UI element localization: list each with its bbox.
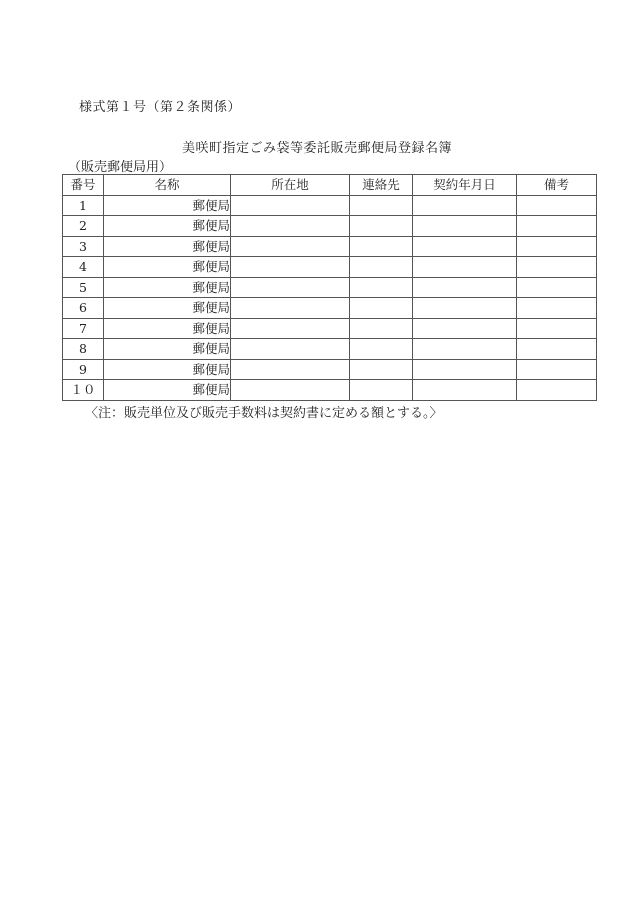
form-number: 様式第１号（第２条関係）: [79, 100, 242, 115]
cell-contract-date: [413, 298, 517, 319]
cell-remarks: [517, 380, 597, 401]
cell-number: 9: [63, 359, 104, 380]
cell-number: 8: [63, 339, 104, 360]
footnote: 〈注：販売単位及び販売手数料は契約書に定める額とする。〉: [85, 406, 443, 421]
cell-remarks: [517, 257, 597, 278]
cell-remarks: [517, 359, 597, 380]
header-remarks: 備考: [517, 175, 597, 196]
cell-remarks: [517, 298, 597, 319]
cell-address: [231, 318, 350, 339]
cell-name: 郵便局: [104, 318, 231, 339]
cell-name: 郵便局: [104, 359, 231, 380]
cell-remarks: [517, 216, 597, 237]
cell-number: 4: [63, 257, 104, 278]
header-name: 名称: [104, 175, 231, 196]
cell-address: [231, 339, 350, 360]
table-header-row: [63, 175, 597, 196]
cell-contact: [350, 236, 413, 257]
table-row: [63, 359, 597, 380]
header-number: 番号: [63, 175, 104, 196]
cell-name: 郵便局: [104, 339, 231, 360]
cell-contact: [350, 359, 413, 380]
cell-number: 5: [63, 277, 104, 298]
table-row: [63, 195, 597, 216]
cell-name: 郵便局: [104, 216, 231, 237]
registry-table: [62, 174, 597, 401]
cell-address: [231, 216, 350, 237]
cell-address: [231, 257, 350, 278]
cell-contact: [350, 195, 413, 216]
cell-name: 郵便局: [104, 277, 231, 298]
cell-remarks: [517, 277, 597, 298]
cell-contract-date: [413, 257, 517, 278]
cell-number: 3: [63, 236, 104, 257]
cell-address: [231, 359, 350, 380]
table-row: [63, 339, 597, 360]
cell-name: 郵便局: [104, 236, 231, 257]
cell-contract-date: [413, 380, 517, 401]
cell-address: [231, 195, 350, 216]
cell-name: 郵便局: [104, 195, 231, 216]
cell-remarks: [517, 318, 597, 339]
document-title: 美咲町指定ごみ袋等委託販売郵便局登録名簿: [182, 141, 453, 156]
cell-number: 7: [63, 318, 104, 339]
cell-contract-date: [413, 216, 517, 237]
cell-remarks: [517, 236, 597, 257]
cell-contract-date: [413, 318, 517, 339]
cell-contact: [350, 216, 413, 237]
table-row: [63, 236, 597, 257]
cell-number: 6: [63, 298, 104, 319]
cell-address: [231, 236, 350, 257]
cell-name: 郵便局: [104, 298, 231, 319]
cell-contract-date: [413, 195, 517, 216]
cell-name: 郵便局: [104, 380, 231, 401]
cell-number: 1: [63, 195, 104, 216]
cell-contract-date: [413, 277, 517, 298]
cell-number: １０: [63, 380, 104, 401]
table-row: [63, 216, 597, 237]
cell-remarks: [517, 339, 597, 360]
cell-remarks: [517, 195, 597, 216]
cell-contact: [350, 277, 413, 298]
cell-address: [231, 298, 350, 319]
cell-name: 郵便局: [104, 257, 231, 278]
cell-contact: [350, 257, 413, 278]
cell-contract-date: [413, 236, 517, 257]
document-subtitle: （販売郵便局用）: [68, 160, 173, 175]
table-row: [63, 277, 597, 298]
cell-contract-date: [413, 359, 517, 380]
cell-contact: [350, 318, 413, 339]
cell-number: 2: [63, 216, 104, 237]
cell-contract-date: [413, 339, 517, 360]
header-contact: 連絡先: [350, 175, 413, 196]
header-contract-date: 契約年月日: [413, 175, 517, 196]
cell-contact: [350, 298, 413, 319]
header-address: 所在地: [231, 175, 350, 196]
table-row: [63, 380, 597, 401]
table-row: [63, 257, 597, 278]
cell-contact: [350, 339, 413, 360]
cell-contact: [350, 380, 413, 401]
table-row: [63, 318, 597, 339]
cell-address: [231, 277, 350, 298]
table-row: [63, 298, 597, 319]
cell-address: [231, 380, 350, 401]
